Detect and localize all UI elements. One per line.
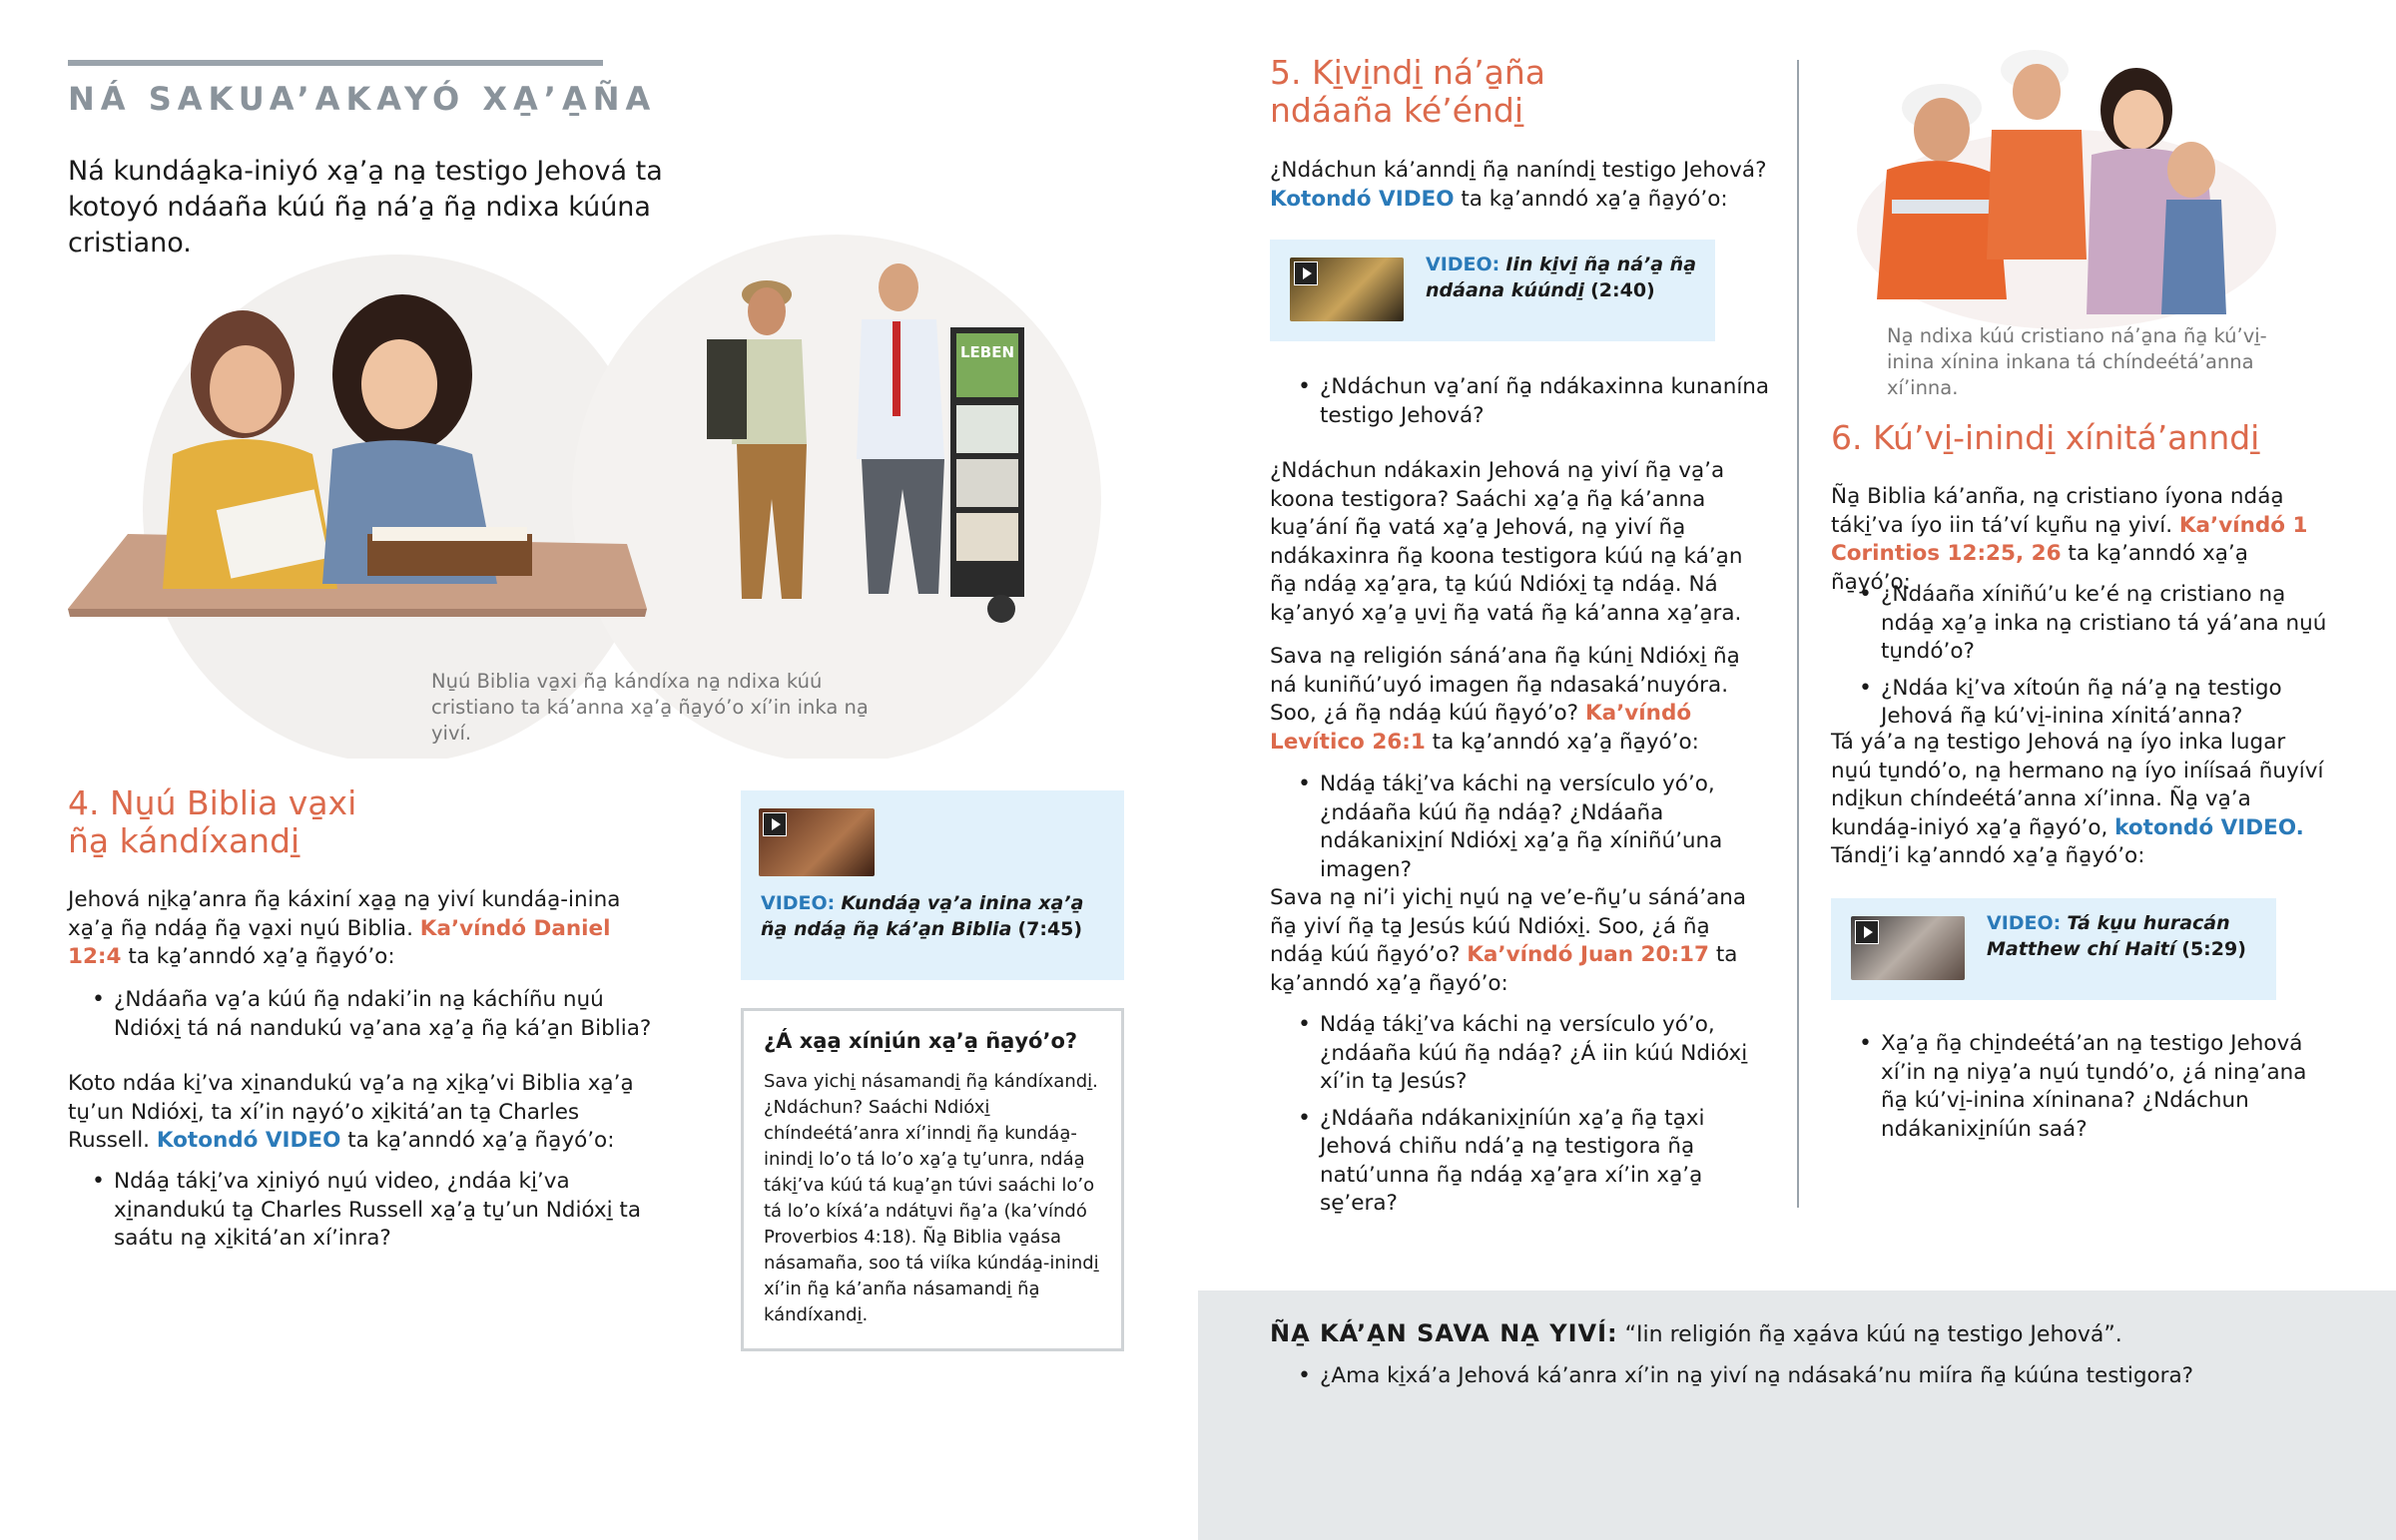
section-5-heading-line-1: 5. Ki̱vi̱ndi̱ ná’a̱ña [1270,53,1545,92]
daniel-reference-link[interactable]: Ka’víndó Daniel 12:4 [68,915,611,969]
video-label-1 [761,890,1100,942]
section-4-questions-1 [68,986,667,1049]
section-5-questions-1 [1274,373,1773,436]
section-4-p1-after: ta ka̱’anndó xa̱’a̱ ña̱yó’o: [128,944,395,969]
section-4-heading-line-2: ña̱ kándíxandi̱ [68,821,300,860]
illustration-2-caption: Na̱ ndixa kúú cristiano ná’a̱na ña̱ kú’vi̱-inina xínina inkana tá chíndeétá’anna xí’inna. [1887,324,2267,399]
did-you-know-box [741,1008,1124,1351]
footer-label: ÑA̱ KÁ’A̱N SAVA NA̱ YIVÍ: [1270,1319,1618,1347]
section-6-heading: 6. Kú’vi̱-inindi̱ xínitá’anndi̱ [1831,418,2260,457]
section-5-paragraph-1 [1270,157,1789,214]
illustration-1-caption: Nu̱ú Biblia va̱xi ña̱ kándíxa na̱ ndixa kúú cristiano ta ká’anna xa̱’a̱ ña̱yó’o xí’in inka na̱ yiví. [431,670,869,745]
watch-video-link-1[interactable]: Kotondó VIDEO [156,1128,341,1153]
intro-text: Ná kundáa̱ka-iniyó xa̱’a̱ na̱ testigo Jehová ta kotoyó ndáaña kúú ña̱ ná’a̱ ña̱ ndixa kúúna cristiano. [68,156,663,258]
section-5-p1-text: ¿Ndáchun ká’anndi̱ ña̱ naníndi̱ testigo Jehová? [1270,158,1767,183]
play-icon[interactable] [1855,920,1879,944]
section-5-paragraph-4 [1270,884,1769,998]
did-you-know-body: Sava yichi̱ násamandi̱ ña̱ kándíxandi̱. ¿Ndáchun? Saáchi Ndióxi̱ chíndeétá’anra xí’inndi̱ ña̱ kundáa̱-inindi̱ lo’o tá lo’o xa̱’a̱ tu̱’unra, ndáa̱ táki̱’va kúú tá kua̱’a̱n túvi saáchi lo’o tá lo’o kíxá’a ndátu̱vi ña̱’a (ka’víndó Proverbios 4:18). Ña̱ Biblia va̱ása násamaña, soo tá viíka kúndáa̱-inindi̱ xí’in ña̱ ká’anña násamandi̱ ña̱ kándíxandi̱. [764,1071,1099,1325]
section-6-paragraph-1 [1831,483,2310,597]
section-4-question-1: • ¿Ndáaña va̱’a kúú ña̱ ndaki’in na̱ káchíñu nu̱ú Ndióxi̱ tá ná nandukú va̱’ana xa̱’a̱ ña̱ ká’a̱n Biblia? [114,986,667,1043]
section-4-question-2: • Ndáa̱ táki̱’va xi̱niyó nu̱ú video, ¿ndáa ki̱’va xi̱nandukú ta̱ Charles Russell xa̱’a̱ tu̱’un Ndióxi̱ ta saátu na̱ xi̱kitá’an xí’inra? [114,1168,667,1254]
section-4-heading [68,784,467,860]
section-title: NÁ SAKUA’AKAYÓ XA̱’A̱ÑA [68,80,657,118]
video-tag-3: VIDEO: [1987,912,2062,934]
section-6-p1-after: ta ka̱’anndó xa̱’a̱ ña̱yó’o: [1831,541,2248,595]
footer-quote: “Iin religión ña̱ xa̱áva kúú na̱ testigo Jehová”. [1624,1322,2122,1347]
section-6-p1-text: Ña̱ Biblia ká’anña, na̱ cristiano íyona ndáa̱ táki̱’va íyo iin tá’ví ku̱ñu na̱ yiví. [1831,484,2284,538]
video-box-3[interactable] [1831,898,2276,1000]
video-title-3: Tá ku̱u huracán Matthew chí Haití [1987,912,2230,960]
footer-questions [1274,1362,2372,1397]
did-you-know-title: ¿Á xa̱a̱ xíni̱ún xa̱’a̱ ña̱yó’o? [764,1029,1078,1053]
section-4-questions-2 [68,1168,667,1260]
section-5-heading-line-2: ndáaña ké’éndi̱ [1270,91,1523,130]
video-title-2: Iin ki̱vi̱ ña̱ ná’a̱ ña̱ ndáana kúúndi̱ [1426,254,1697,301]
play-icon[interactable] [763,812,787,836]
play-icon[interactable] [1294,261,1318,285]
video-label-3 [1987,910,2266,962]
section-4-paragraph-1 [68,886,667,972]
section-5-questions-2 [1274,770,1773,890]
section-5-p3-after: ta ka̱’anndó xa̱’a̱ ña̱yó’o: [1432,729,1699,755]
section-5-p1-after: ta ka̱’anndó xa̱’a̱ ña̱yó’o: [1461,186,1728,212]
video-box-1[interactable] [741,790,1124,980]
section-4-p2-text: Koto ndáa ki̱’va xi̱nandukú va̱’a na̱ xi̱ka̱’vi Biblia xa̱’a̱ tu̱’un Ndióxi̱, ta xí’in na̱yó’o xi̱kitá’an ta̱ Charles Russell. [68,1071,634,1153]
section-5-p4-text: Sava na̱ ni’i yichi̱ nu̱ú na̱ ve’e-ñu̱’u sáná’ana ña̱ yiví ña̱ ta̱ Jesús kúú Ndióxi̱. Soo, ¿á ña̱ ndáa̱ kúú ña̱yó’o? [1270,885,1747,967]
section-5-question-2: • Ndáa̱ táki̱’va káchi na̱ versículo yó’o, ¿ndáaña kúú ña̱ ndáa̱? ¿Ndáaña ndákanixi̱ní Ndióxi̱ xa̱’a̱ ña̱ xíniñú’una imagen? [1320,770,1773,884]
section-4-p1-text: Jehová ni̱ka̱’anra ña̱ káxiní xa̱a̱ na̱ yiví kundáa̱-inina xa̱’a̱ ña̱ ndáa̱ ña̱ va̱xi nu̱ú Biblia. [68,887,621,941]
watch-video-link-3[interactable]: kotondó VIDEO. [2114,814,2304,840]
footer-question: • ¿Ama ki̱xá’a Jehová ká’anra xí’in na̱ yiví na̱ ndásaká’nu miíra ña̱ kúúna testigora? [1320,1362,2372,1391]
section-4-paragraph-2 [68,1070,667,1156]
video-duration-3: (5:29) [2181,938,2246,960]
video-title-1: Kundáa̱ va̱’a inina xa̱’a̱ ña̱ ndáa̱ ña̱ ká’a̱n Biblia [761,892,1084,940]
section-6-questions-1 [1835,581,2334,738]
video-box-2[interactable] [1270,240,1715,341]
video-thumbnail-2[interactable] [1290,257,1404,321]
section-6-questions-2 [1835,1030,2314,1150]
section-5-question-4: • ¿Ndáaña ndákanixi̱níún xa̱’a̱ ña̱ ta̱xi Jehová chiñu ndá’a̱ na̱ testigora ña̱ natú’unna ña̱ ndáa̱ xa̱’a̱ra xí’in xa̱’a̱ se̱’era? [1320,1105,1773,1219]
section-5-heading [1270,54,1689,130]
video-duration-1: (7:45) [1017,918,1083,940]
section-5-p4-after: ta ka̱’anndó xa̱’a̱ ña̱yó’o: [1270,942,1738,996]
video-tag-2: VIDEO: [1426,254,1500,275]
section-6-paragraph-2 [1831,729,2330,871]
section-5-paragraph-2: ¿Ndáchun ndákaxin Jehová na̱ yiví ña̱ va̱’a koona testigora? Saáchi xa̱’a̱ ña̱ ká’anna kua̱’ání ña̱ vatá xa̱’a̱ Jehová, na̱ yiví ña̱ ndákaxinra ña̱ koona testigora kúú na̱ ká’a̱n ña̱ ndáa̱ xa̱’a̱ra, ta̱ kúú Ndióxi̱ ta̱ ndáa̱. Ná ka̱’anyó xa̱’a̱ u̱vi̱ ña̱ vatá ña̱ ká’anna xa̱’a̱ra. [1270,458,1743,626]
section-6-question-3: • Xa̱’a̱ ña̱ chi̱ndeétá’an na̱ testigo Jehová xí’in na̱ niya̱’a nu̱ú tu̱ndó’o, ¿á nina̱’ana ña̱ kú’vi̱-inina xíninana? ¿Ndáchun ndákanixi̱níún saá? [1881,1030,2314,1144]
john-reference-link[interactable]: Ka’víndó Juan 20:17 [1467,942,1709,967]
section-5-paragraph-3 [1270,643,1769,757]
stand-sign-text: LEBEN [960,343,1015,361]
section-5-question-3: • Ndáa̱ táki̱’va káchi na̱ versículo yó’o, ¿ndáaña kúú ña̱ ndáa̱? ¿Á iin kúú Ndióxi̱ xí’in ta̱ Jesús? [1320,1011,1773,1097]
video-tag-1: VIDEO: [761,892,836,914]
section-6-question-2: • ¿Ndáa ki̱’va xítoún ña̱ ná’a̱ na̱ testigo Jehová ña̱ kú’vi̱-inina xínitá’anna? [1881,675,2334,732]
section-5-p3-text: Sava na̱ religión sáná’ana ña̱ kúni̱ Ndióxi̱ ña̱ ná kuniñú’uyó imagen ña̱ ndasaká’nuyóra. Soo, ¿á ña̱ ndáa̱ kúú ña̱yó’o? [1270,644,1740,726]
corinthians-reference-link[interactable]: Ka’víndó 1 Corintios 12:25, 26 [1831,512,2308,566]
column-divider [1797,60,1799,1208]
section-5-questions-3 [1274,1011,1773,1225]
leviticus-reference-link[interactable]: Ka’víndó Levítico 26:1 [1270,701,1692,755]
video-duration-2: (2:40) [1590,279,1655,301]
section-4-heading-line-1: 4. Nu̱ú Biblia va̱xi [68,783,357,822]
section-4-p2-after: ta ka̱’anndó xa̱’a̱ ña̱yó’o: [347,1128,615,1153]
section-6-p2-after: Tándi̱’i ka̱’anndó xa̱’a̱ ña̱yó’o: [1831,843,2145,868]
footer-panel [1198,1290,2396,1540]
footer-statement [1270,1318,2368,1350]
video-thumbnail-1[interactable] [759,808,875,876]
section-6-question-1: • ¿Ndáaña xíniñú’u ke’é na̱ cristiano na̱ ndáa̱ xa̱’a̱ inka na̱ cristiano tá yá’ana nu̱ú tu̱ndó’o? [1881,581,2334,667]
video-label-2 [1426,252,1705,303]
section-6-p2-text: Tá yá’a na̱ testigo Jehová na̱ íyo inka lugar nu̱ú tu̱ndó’o, na̱ hermano na̱ íyo iníísaá ñuyíví ndi̱kun chíndeétá’anna xí’inna. Ña̱ va̱’a kundáa̱-iniyó xa̱’a̱ ña̱yó’o, [1831,730,2324,840]
section-5-question-1: • ¿Ndáchun va̱’aní ña̱ ndákaxinna kunanína testigo Jehová? [1320,373,1773,430]
video-thumbnail-3[interactable] [1851,916,1965,980]
section-title-rule [68,60,603,66]
watch-video-link-2[interactable]: Kotondó VIDEO [1270,186,1455,212]
illustration-relief [1847,30,2286,329]
